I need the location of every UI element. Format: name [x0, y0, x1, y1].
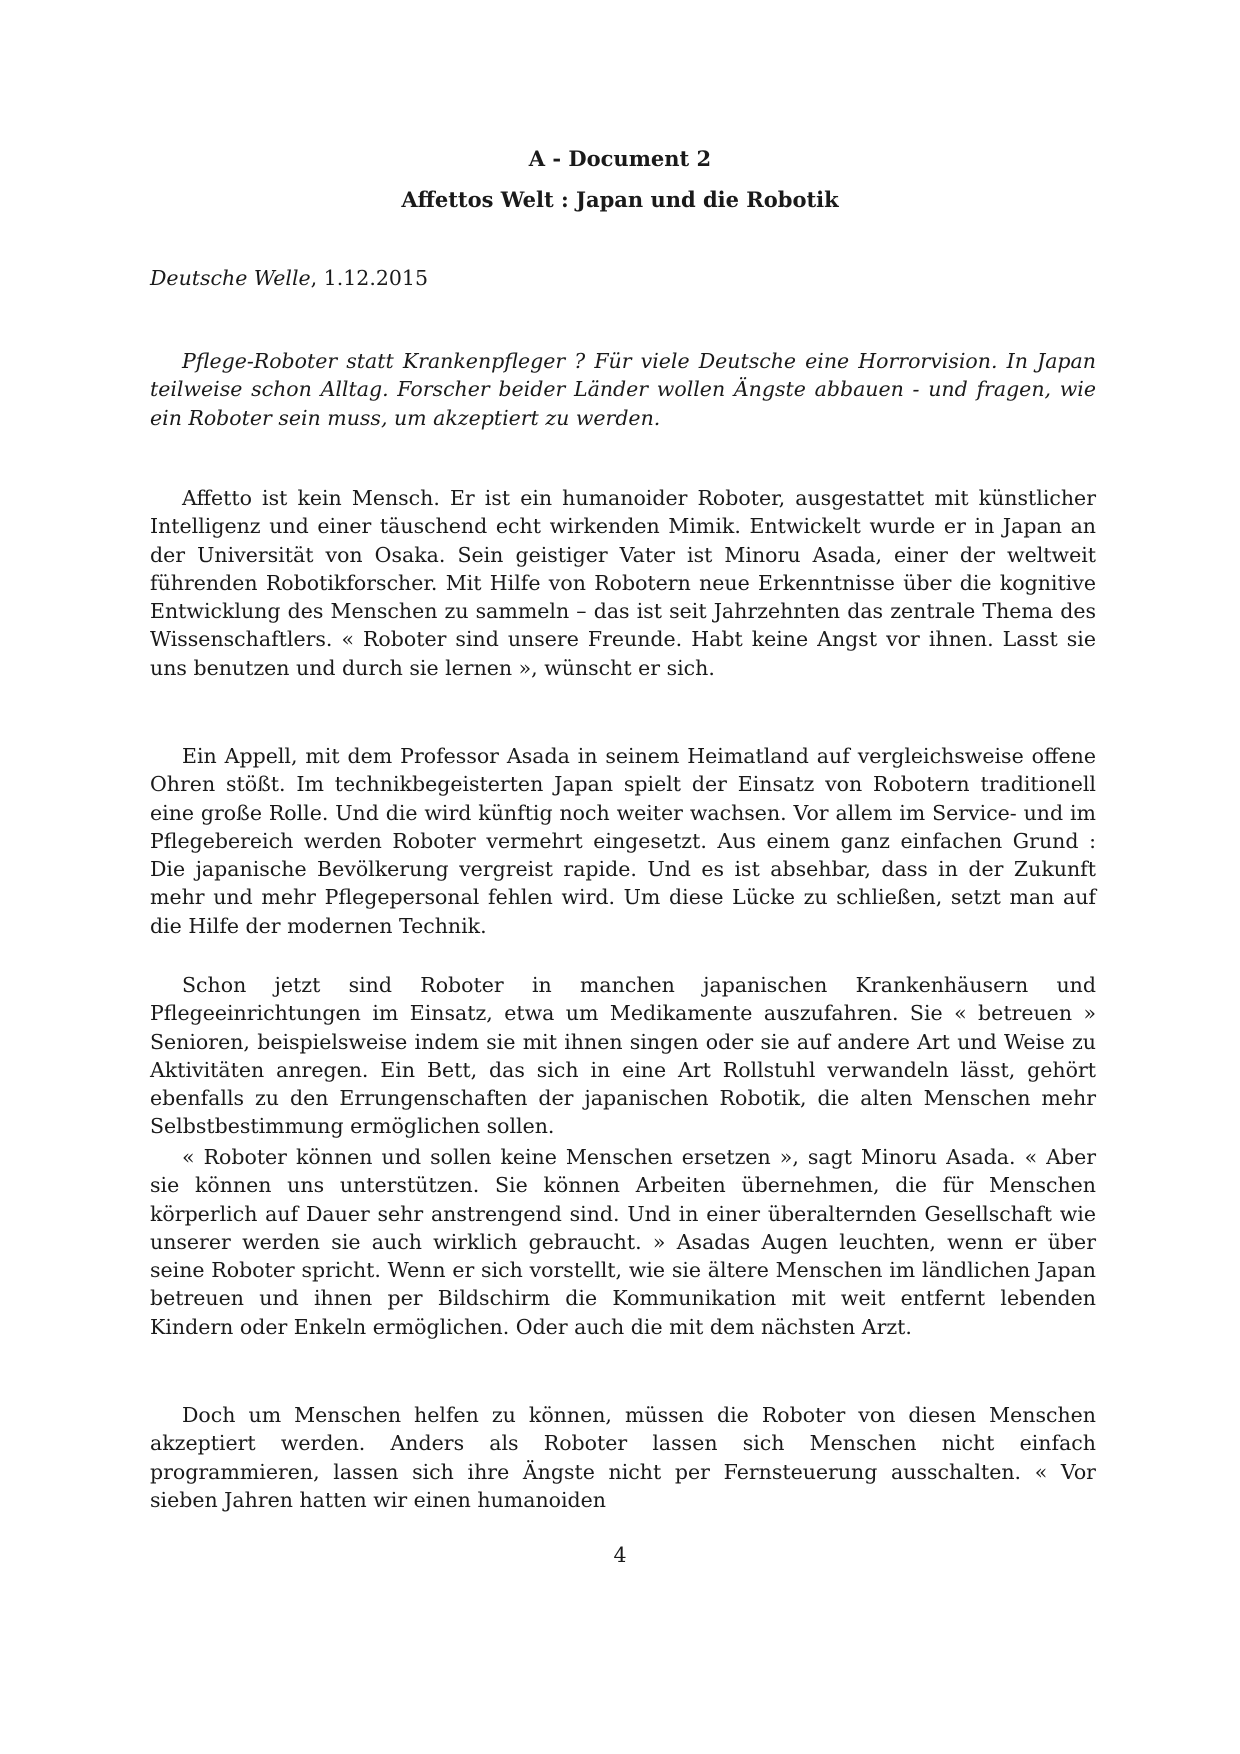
source-line	[150, 266, 428, 290]
body-paragraph-2: Ein Appell, mit dem Professor Asada in seinem Heimatland auf vergleichsweise offene Ohren stößt. Im technikbegeisterten Japan spielt der Einsatz von Robotern traditionell eine große Rolle. Und die wird künftig noch weiter wachsen. Vor allem im Service- und im Pflegebereich werden Roboter vermehrt eingesetzt. Aus einem ganz einfachen Grund : Die japanische Bevölkerung vergreist rapide. Und es ist absehbar, dass in der Zukunft mehr und mehr Pflegepersonal fehlen wird. Um diese Lücke zu schließen, setzt man auf die Hilfe der modernen Technik.	[150, 744, 1096, 938]
source-name: Deutsche Welle	[150, 266, 311, 290]
document-label: A - Document 2	[528, 146, 712, 171]
lead-paragraph: Pflege-Roboter statt Krankenpfleger ? Für viele Deutsche eine Horrorvision. In Japan teilweise schon Alltag. Forscher beider Länder wollen Ängste abbauen - und fragen, wie ein Roboter sein muss, um akzeptiert zu werden.	[150, 349, 1096, 430]
body-paragraph-1: Affetto ist kein Mensch. Er ist ein humanoider Roboter, ausgestattet mit künstlicher Intelligenz und einer täuschend echt wirkenden Mimik. Entwickelt wurde er in Japan an der Universität von Osaka. Sein geistiger Vater ist Minoru Asada, einer der weltweit führenden Robotikforscher. Mit Hilfe von Robotern neue Erkenntnisse über die kognitive Entwicklung des Menschen zu sammeln – das ist seit Jahrzehnten das zentrale Thema des Wissenschaftlers. « Roboter sind unsere Freunde. Habt keine Angst vor ihnen. Lasst sie uns benutzen und durch sie lernen », wünscht er sich.	[150, 486, 1096, 680]
body-paragraph-4: « Roboter können und sollen keine Menschen ersetzen », sagt Minoru Asada. « Aber sie können uns unterstützen. Sie können Arbeiten übernehmen, die für Menschen körperlich auf Dauer sehr anstrengend sind. Und in einer überalternden Gesellschaft wie unserer werden sie auch wirklich gebraucht. » Asadas Augen leuchten, wenn er über seine Roboter spricht. Wenn er sich vorstellt, wie sie ältere Menschen im ländlichen Japan betreuen und ihnen per Bildschirm die Kommunikation mit weit entfernt lebenden Kindern oder Enkeln ermöglichen. Oder auch die mit dem nächsten Arzt.	[150, 1145, 1096, 1339]
body-paragraph-5: Doch um Menschen helfen zu können, müssen die Roboter von diesen Menschen akzeptiert werden. Anders als Roboter lassen sich Menschen nicht einfach programmieren, lassen sich ihre Ängste nicht per Fernsteuerung ausschalten. « Vor sieben Jahren hatten wir einen humanoiden	[150, 1403, 1096, 1512]
page-number: 4	[613, 1543, 627, 1567]
source-date: , 1.12.2015	[310, 266, 429, 290]
body-paragraph-3: Schon jetzt sind Roboter in manchen japanischen Krankenhäusern und Pflegeeinrichtungen im Einsatz, etwa um Medikamente auszufahren. Sie « betreuen » Senioren, beispielsweise indem sie mit ihnen singen oder sie auf andere Art und Weise zu Aktivitäten anregen. Ein Bett, das sich in eine Art Rollstuhl verwandeln lässt, gehört ebenfalls zu den Errungenschaften der japanischen Robotik, die alten Menschen mehr Selbstbestimmung ermöglichen sollen.	[150, 973, 1096, 1139]
article-title: Affettos Welt : Japan und die Robotik	[401, 187, 839, 212]
